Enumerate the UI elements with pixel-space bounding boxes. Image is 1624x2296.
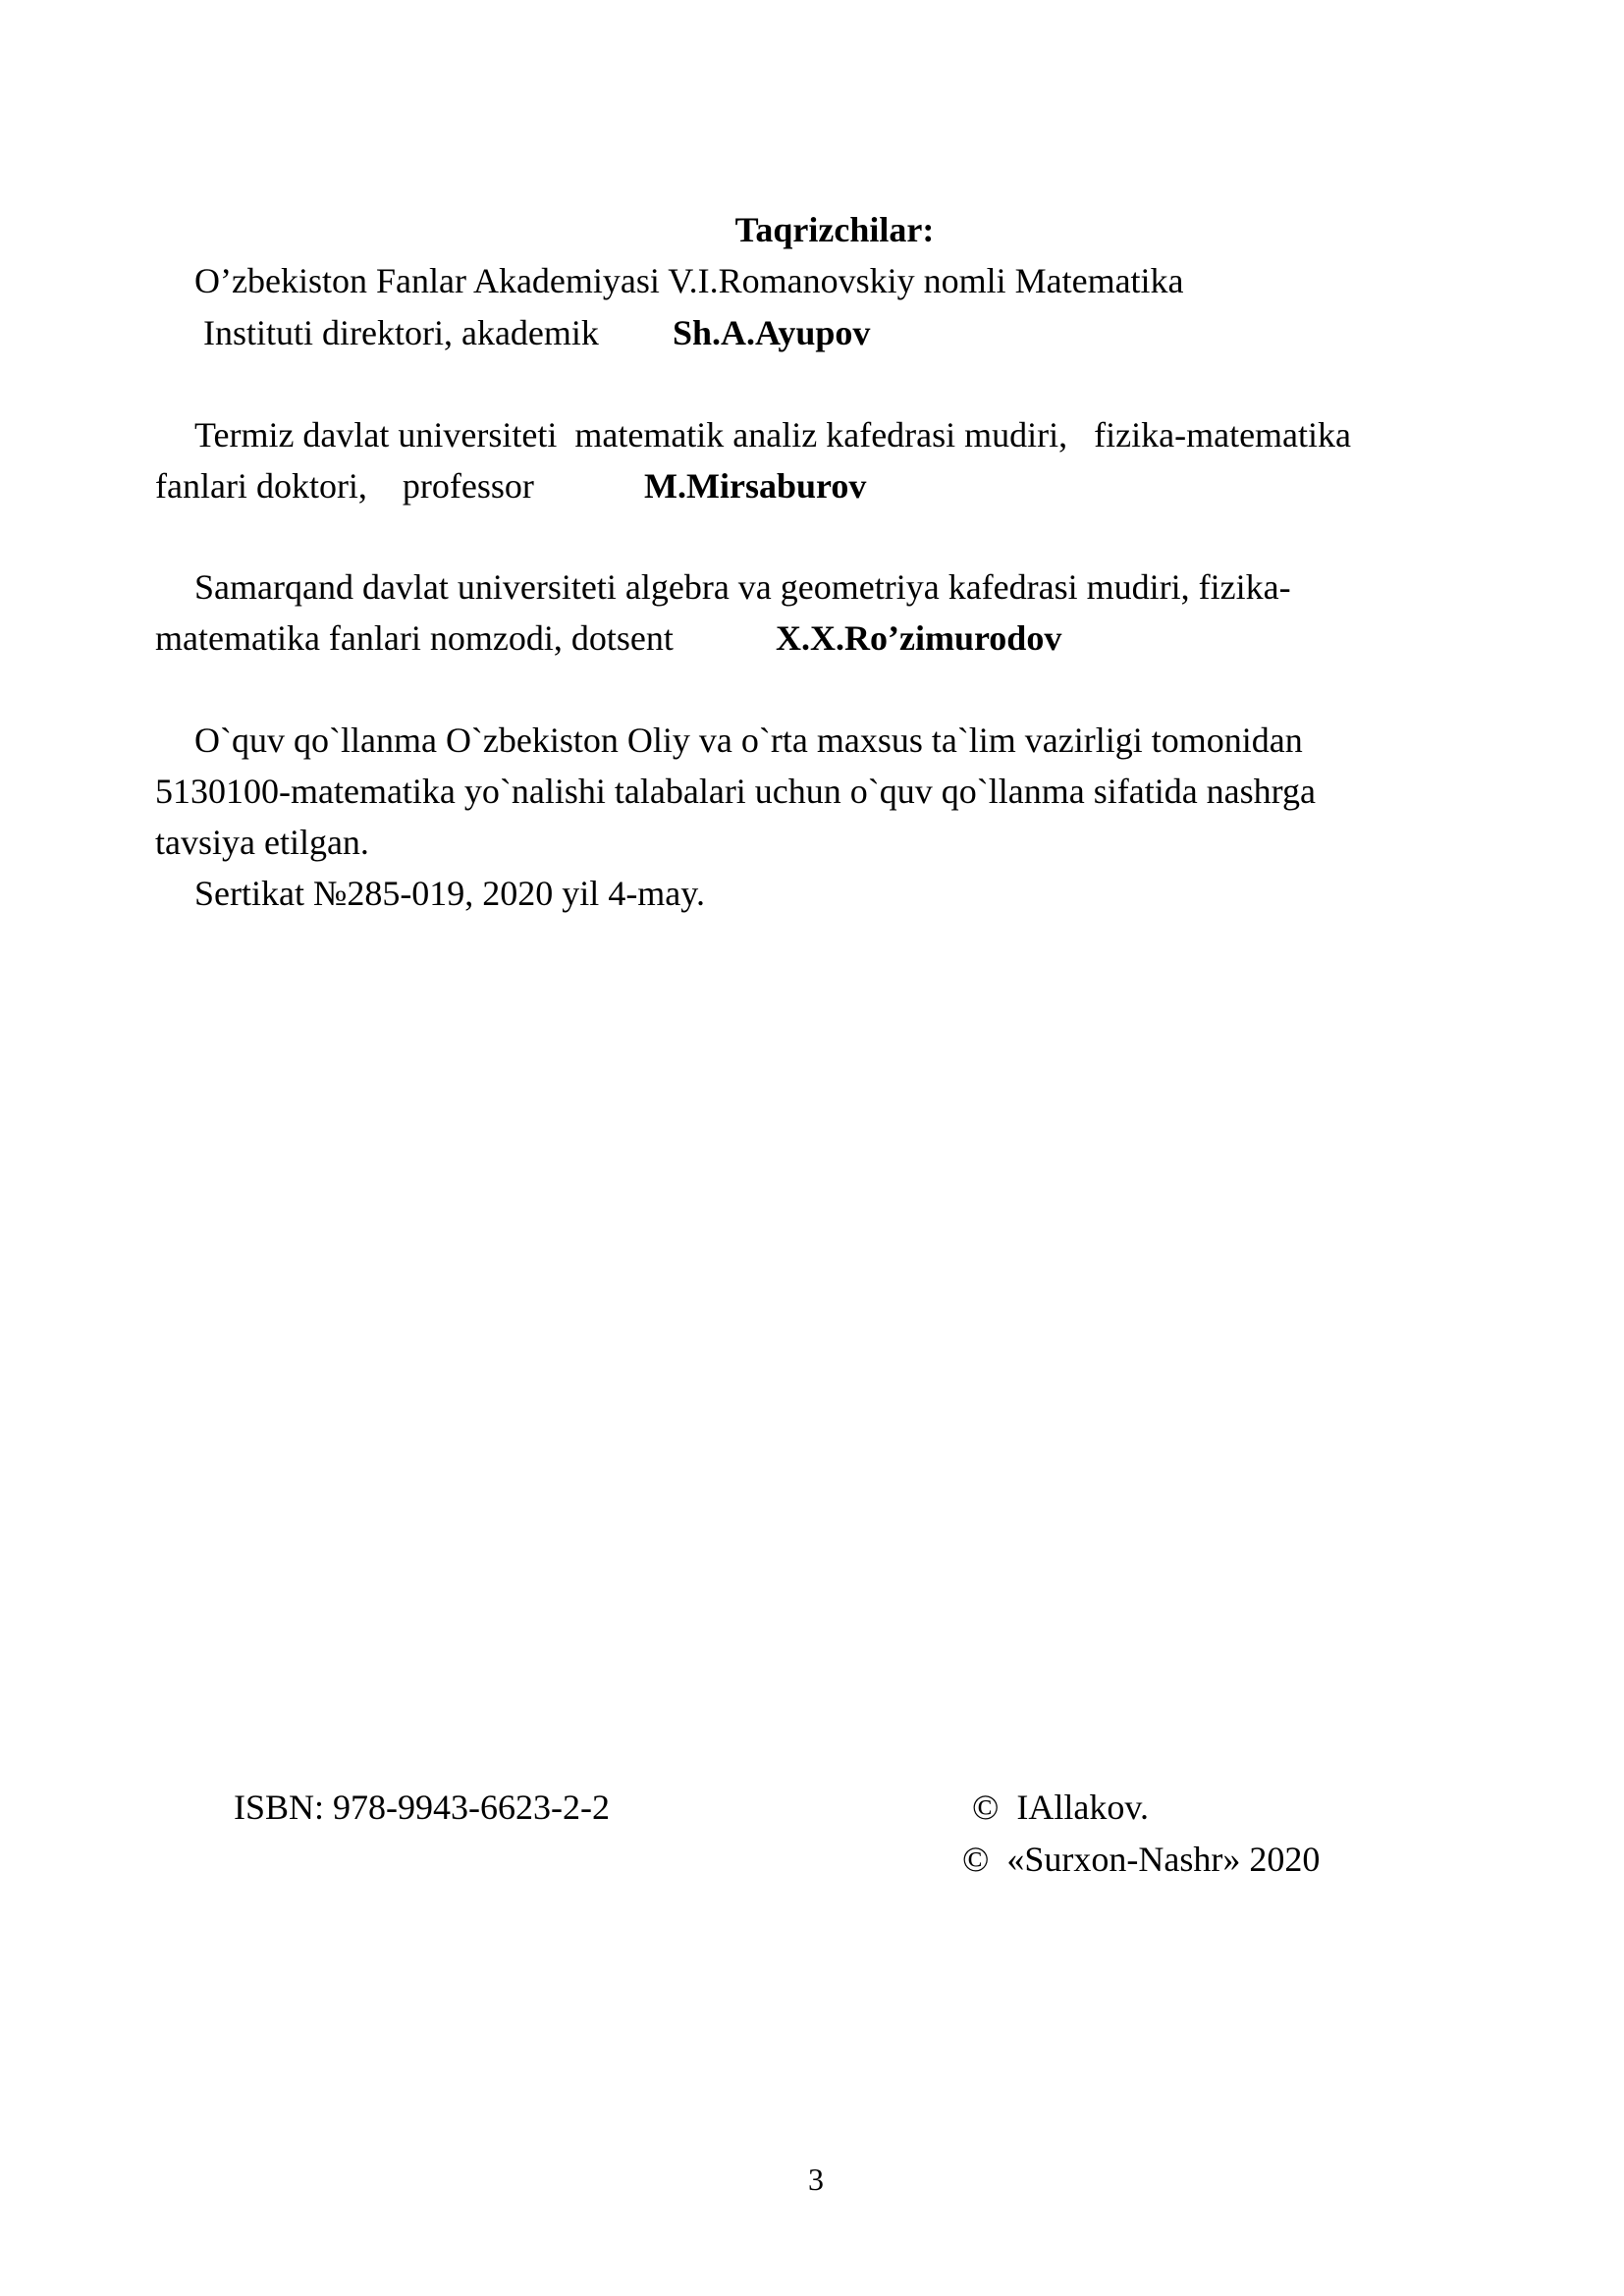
reviewer-3-affiliation: Samarqand davlat universiteti algebra va geometriya kafedrasi mudiri, fizika- — [194, 567, 1291, 607]
reviewer-1-position: Instituti direktori, akademik — [203, 313, 599, 352]
reviewer-2-position: fanlari doktori, professor — [155, 466, 534, 506]
approval-line-1: O`quv qo`llanma O`zbekiston Oliy va o`rta maxsus ta`lim vazirligi tomonidan — [194, 721, 1303, 760]
isbn: ISBN: 978-9943-6623-2-2 — [234, 1788, 610, 1827]
reviewer-1-name: Sh.A.Ayupov — [673, 313, 871, 352]
certificate-line: Sertikat №285-019, 2020 yil 4-may. — [194, 874, 705, 913]
copyright-publisher: © «Surxon-Nashr» 2020 — [962, 1840, 1321, 1879]
page-number: 3 — [808, 2162, 824, 2197]
reviewer-1-affiliation: O’zbekiston Fanlar Akademiyasi V.I.Romanovskiy nomli Matematika — [194, 261, 1184, 300]
reviewer-3-position: matematika fanlari nomzodi, dotsent — [155, 618, 674, 658]
approval-line-2: 5130100-matematika yo`nalishi talabalari uchun o`quv qo`llanma sifatida nashrga — [155, 772, 1316, 811]
reviewers-heading: Taqrizchilar: — [734, 210, 935, 249]
reviewer-2-name: M.Mirsaburov — [644, 466, 867, 506]
approval-line-3: tavsiya etilgan. — [155, 823, 369, 862]
reviewer-3-name: X.X.Ro’zimurodov — [776, 618, 1062, 658]
reviewer-2-affiliation: Termiz davlat universiteti matematik analiz kafedrasi mudiri, fizika-matematika — [194, 415, 1352, 454]
copyright-author: © IAllakov. — [972, 1788, 1149, 1827]
